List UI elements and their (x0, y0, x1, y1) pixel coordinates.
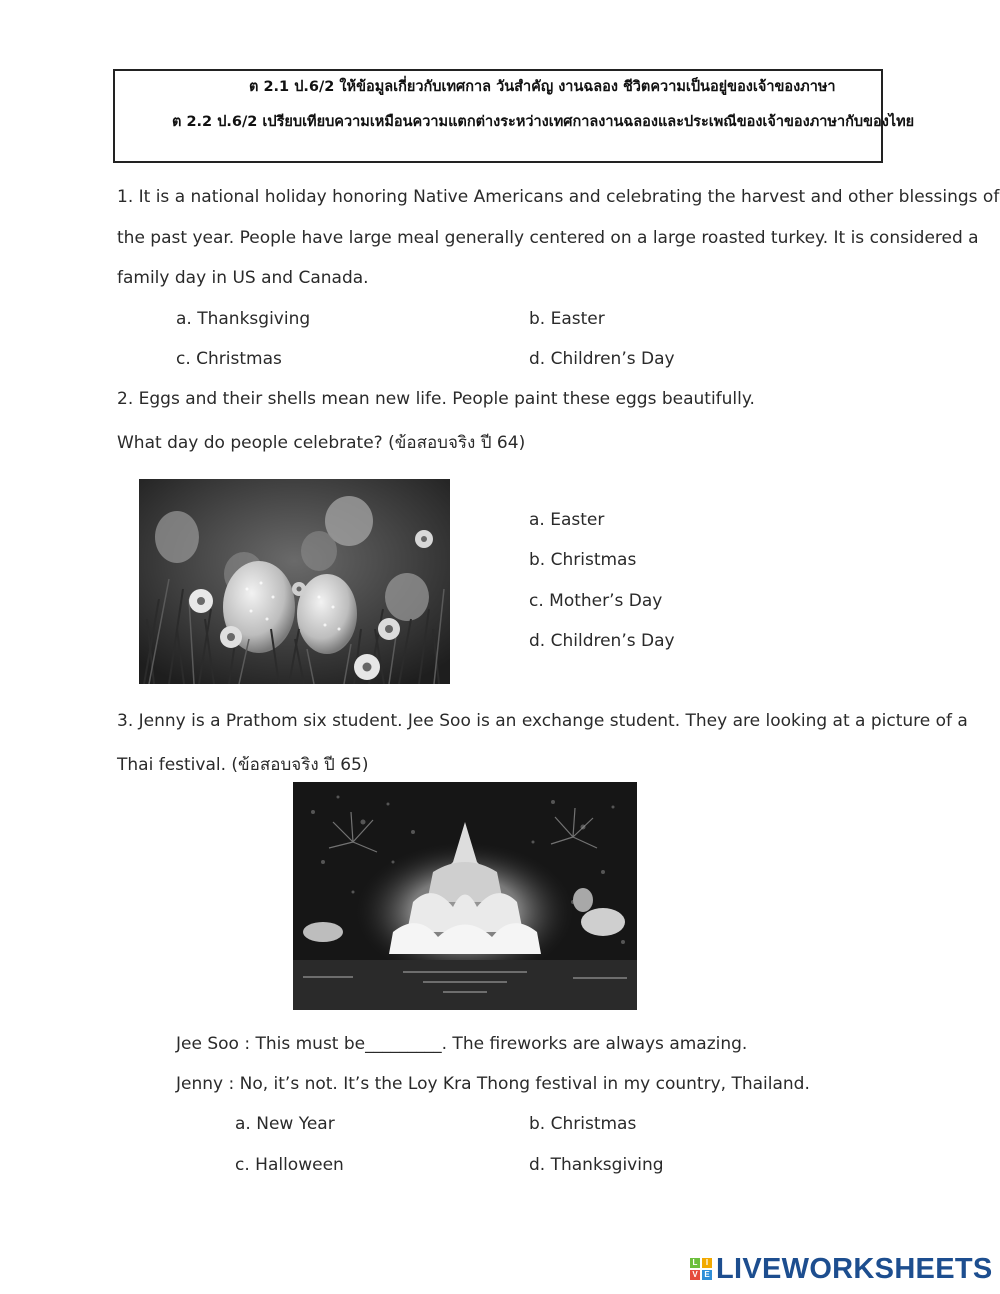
q3-option-a[interactable]: a. New Year (235, 1114, 335, 1134)
q3-option-b[interactable]: b. Christmas (529, 1114, 637, 1134)
q3-text-line-1: 3. Jenny is a Prathom six student. Jee Soo is an exchange student. They are looking at a picture of a (117, 711, 968, 731)
standard-line-2: ต 2.2 ป.6/2 เปรียบเทียบความเหมือนความแตกต่างระหว่างเทศกาลงานฉลองและประเพณีของเจ้าของภาษากับของไทย (172, 114, 915, 130)
q3-dialog-jee-soo (176, 1034, 747, 1054)
answer-blank[interactable]: _________ (365, 1034, 442, 1054)
badge-letter-3: V (690, 1270, 700, 1280)
q2-text-line-2: What day do people celebrate? (ข้อสอบจริง ปี 64) (117, 433, 526, 453)
q2-option-d[interactable]: d. Children’s Day (529, 631, 675, 651)
dialog-jee-soo-start: Jee Soo : This must be (176, 1034, 366, 1054)
easter-eggs-photo (139, 479, 450, 684)
standard-line-1: ต 2.1 ป.6/2 ให้ข้อมูลเกี่ยวกับเทศกาล วันสำคัญ งานฉลอง ชีวิตความเป็นอยู่ของเจ้าของภาษา (249, 79, 836, 95)
logo-text: LIVEWORKSHEETS (716, 1252, 993, 1285)
q3-option-d[interactable]: d. Thanksgiving (529, 1155, 664, 1175)
q1-option-b[interactable]: b. Easter (529, 309, 605, 329)
loy-kra-thong-photo (293, 782, 637, 1010)
logo-badge-icon (690, 1258, 712, 1280)
q1-option-c[interactable]: c. Christmas (176, 349, 282, 369)
badge-letter-2: I (702, 1258, 712, 1268)
q2-option-a[interactable]: a. Easter (529, 510, 605, 530)
liveworksheets-logo (690, 1254, 993, 1284)
q3-option-c[interactable]: c. Halloween (235, 1155, 344, 1175)
q2-text-line-1: 2. Eggs and their shells mean new life. People paint these eggs beautifully. (117, 389, 755, 409)
q1-text-line-1: 1. It is a national holiday honoring Native Americans and celebrating the harvest and other blessings of (117, 187, 1000, 207)
q3-dialog-jenny: Jenny : No, it’s not. It’s the Loy Kra Thong festival in my country, Thailand. (176, 1074, 810, 1094)
q1-option-d[interactable]: d. Children’s Day (529, 349, 675, 369)
badge-letter-1: L (690, 1258, 700, 1268)
q2-option-c[interactable]: c. Mother’s Day (529, 591, 663, 611)
q1-text-line-2: the past year. People have large meal generally centered on a large roasted turkey. It is considered a (117, 228, 979, 248)
q2-option-b[interactable]: b. Christmas (529, 550, 637, 570)
q1-option-a[interactable]: a. Thanksgiving (176, 309, 311, 329)
dialog-jee-soo-end: . The fireworks are always amazing. (441, 1034, 748, 1054)
q3-text-line-2: Thai festival. (ข้อสอบจริง ปี 65) (117, 755, 369, 775)
q1-text-line-3: family day in US and Canada. (117, 268, 369, 288)
badge-letter-4: E (702, 1270, 712, 1280)
